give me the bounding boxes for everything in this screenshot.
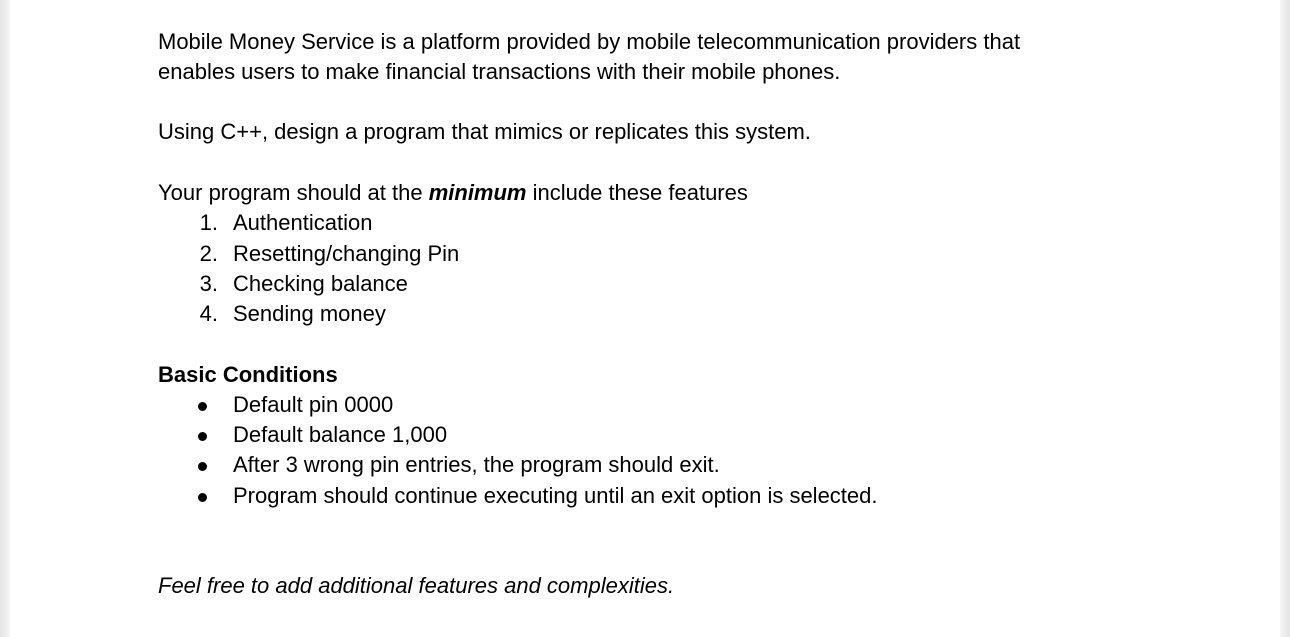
task-paragraph: Using C++, design a program that mimics or replicates this system. xyxy=(158,119,811,144)
features-lead-before: Your program should at the xyxy=(158,180,429,205)
feature-label: Sending money xyxy=(233,301,386,326)
features-lead-paragraph xyxy=(158,180,748,206)
page-right-margin xyxy=(1280,0,1290,637)
condition-label: Program should continue executing until an exit option is selected. xyxy=(233,483,878,508)
feature-label: Resetting/changing Pin xyxy=(233,241,460,266)
list-number: 4. xyxy=(199,301,218,326)
page-left-margin xyxy=(0,0,10,637)
list-number: 2. xyxy=(199,241,218,266)
features-lead-emphasis: minimum xyxy=(428,180,527,205)
bullet-icon xyxy=(198,493,207,502)
conditions-heading: Basic Conditions xyxy=(158,362,338,387)
condition-label: After 3 wrong pin entries, the program should exit. xyxy=(233,452,720,477)
bullet-icon xyxy=(198,402,207,411)
features-lead-after: include these features xyxy=(526,180,748,205)
list-number: 1. xyxy=(199,210,218,235)
closing-paragraph: Feel free to add additional features and complexities. xyxy=(158,573,675,598)
list-number: 3. xyxy=(199,271,218,296)
condition-label: Default balance 1,000 xyxy=(233,422,448,447)
feature-label: Checking balance xyxy=(233,271,408,296)
intro-line-2: enables users to make financial transactions with their mobile phones. xyxy=(158,59,841,84)
intro-line-1: Mobile Money Service is a platform provided by mobile telecommunication providers that xyxy=(158,29,1021,54)
bullet-icon xyxy=(198,462,207,471)
feature-label: Authentication xyxy=(233,210,373,235)
bullet-icon xyxy=(198,432,207,441)
condition-label: Default pin 0000 xyxy=(233,392,394,417)
